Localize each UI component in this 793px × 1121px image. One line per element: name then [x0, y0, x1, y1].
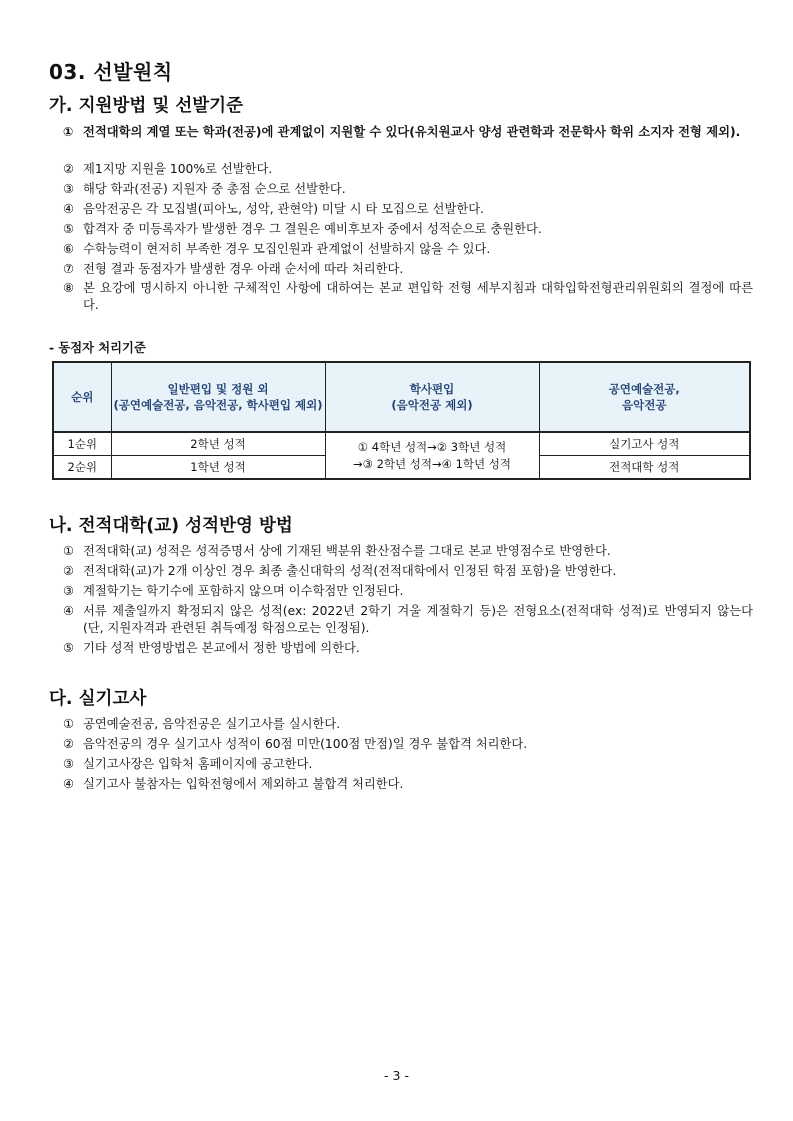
header-general-line2: (공연예술전공, 음악전공, 학사편입 제외)	[113, 398, 323, 412]
item-text: 합격자 중 미등록자가 발생한 경우 그 결원은 예비후보자 중에서 성적순으로 충원한다.	[83, 222, 542, 236]
item-number: ②	[63, 162, 75, 176]
list-item	[63, 124, 753, 141]
list-item	[63, 201, 753, 218]
item-text: 실기고사장은 입학처 홈페이지에 공고한다.	[83, 757, 313, 771]
bachelor-line2: →③ 2학년 성적→④ 1학년 성적	[352, 456, 512, 471]
cell-rank: 2순위	[53, 456, 111, 480]
item-number: ②	[63, 564, 75, 578]
item-number: ②	[63, 737, 75, 751]
list-item	[63, 603, 753, 637]
item-text: 수학능력이 현저히 부족한 경우 모집인원과 관계없이 선발하지 않을 수 있다.	[83, 242, 491, 256]
cell-bachelor-merged	[325, 432, 539, 479]
item-text: 음악전공의 경우 실기고사 성적이 60점 미만(100점 만점)일 경우 불합격 처리한다.	[83, 737, 528, 751]
list-item	[63, 221, 753, 238]
list-item	[63, 736, 753, 753]
item-number: ①	[63, 125, 74, 139]
item-number: ⑥	[63, 242, 75, 256]
list-item	[63, 261, 753, 278]
item-text: 전적대학(교)가 2개 이상인 경우 최종 출신대학의 성적(전적대학에서 인정된 학점 포함)을 반영한다.	[83, 564, 617, 578]
header-arts-line2: 음악전공	[622, 398, 667, 412]
list-item	[63, 161, 753, 178]
item-text: 해당 학과(전공) 지원자 중 총점 순으로 선발한다.	[83, 182, 346, 196]
header-general	[111, 362, 325, 432]
item-number: ③	[63, 584, 75, 598]
list-item	[63, 563, 753, 580]
item-text: 서류 제출일까지 확정되지 않은 성적(ex: 2022년 2학기 겨울 계절학기 등)은 전형요소(전적대학 성적)로 반영되지 않는다(단, 지원자격과 관련된 취득예정 학점으로는 인정됨).	[83, 604, 753, 635]
item-text: 기타 성적 반영방법은 본교에서 정한 방법에 의한다.	[83, 641, 360, 655]
item-text: 전적대학의 계열 또는 학과(전공)에 관계없이 지원할 수 있다(유치원교사 양성 관련학과 전문학사 학위 소지자 전형 제외).	[83, 125, 741, 139]
item-number: ⑤	[63, 641, 75, 655]
item-text: 계절학기는 학기수에 포함하지 않으며 이수학점만 인정된다.	[83, 584, 404, 598]
header-bachelor	[325, 362, 539, 432]
page-title: 03. 선발원칙	[49, 60, 173, 84]
list-item	[63, 280, 753, 314]
header-rank: 순위	[53, 362, 111, 432]
list-item	[63, 776, 753, 793]
header-arts	[539, 362, 750, 432]
header-arts-line1: 공연예술전공,	[608, 382, 680, 396]
item-number: ③	[63, 757, 75, 771]
item-text: 실기고사 불참자는 입학전형에서 제외하고 불합격 처리한다.	[83, 777, 404, 791]
header-bachelor-line1: 학사편입	[409, 382, 455, 396]
section-heading-c: 다. 실기고사	[49, 689, 147, 709]
section-heading-a: 가. 지원방법 및 선발기준	[49, 96, 243, 116]
item-number: ④	[63, 777, 75, 791]
list-item	[63, 241, 753, 258]
tie-break-table	[52, 361, 751, 480]
list-item	[63, 756, 753, 773]
cell-rank: 1순위	[53, 432, 111, 456]
item-text: 제1지망 지원을 100%로 선발한다.	[83, 162, 273, 176]
item-number: ④	[63, 202, 75, 216]
cell-arts: 실기고사 성적	[539, 432, 750, 456]
header-bachelor-line2: (음악전공 제외)	[391, 398, 473, 412]
page-number: - 3 -	[384, 1068, 409, 1083]
header-general-line1: 일반편입 및 정원 외	[167, 382, 269, 396]
item-number: ①	[63, 717, 75, 731]
cell-arts: 전적대학 성적	[539, 456, 750, 480]
bachelor-line1: ① 4학년 성적→② 3학년 성적	[357, 439, 507, 454]
item-text: 본 요강에 명시하지 아니한 구체적인 사항에 대하여는 본교 편입학 전형 세부지침과 대학입학전형관리위원회의 결정에 따른다.	[83, 281, 753, 312]
list-item	[63, 716, 753, 733]
list-item	[63, 583, 753, 600]
table-row	[53, 432, 750, 456]
item-number: ④	[63, 604, 75, 618]
list-item	[63, 181, 753, 198]
item-number: ③	[63, 182, 75, 196]
item-number: ⑧	[63, 281, 75, 295]
cell-general: 1학년 성적	[111, 456, 325, 480]
item-text: 전형 결과 동점자가 발생한 경우 아래 순서에 따라 처리한다.	[83, 262, 404, 276]
item-text: 공연예술전공, 음악전공은 실기고사를 실시한다.	[83, 717, 341, 731]
section-heading-b: 나. 전적대학(교) 성적반영 방법	[49, 516, 293, 536]
cell-general: 2학년 성적	[111, 432, 325, 456]
list-item	[63, 543, 753, 560]
item-text: 전적대학(교) 성적은 성적증명서 상에 기재된 백분위 환산점수를 그대로 본교 반영점수로 반영한다.	[83, 544, 611, 558]
tie-break-heading: - 동점자 처리기준	[49, 341, 146, 355]
item-number: ①	[63, 544, 75, 558]
table-header-row	[53, 362, 750, 432]
item-text: 음악전공은 각 모집별(피아노, 성악, 관현악) 미달 시 타 모집으로 선발한다.	[83, 202, 484, 216]
item-number: ⑦	[63, 262, 75, 276]
list-item	[63, 640, 753, 657]
item-number: ⑤	[63, 222, 75, 236]
